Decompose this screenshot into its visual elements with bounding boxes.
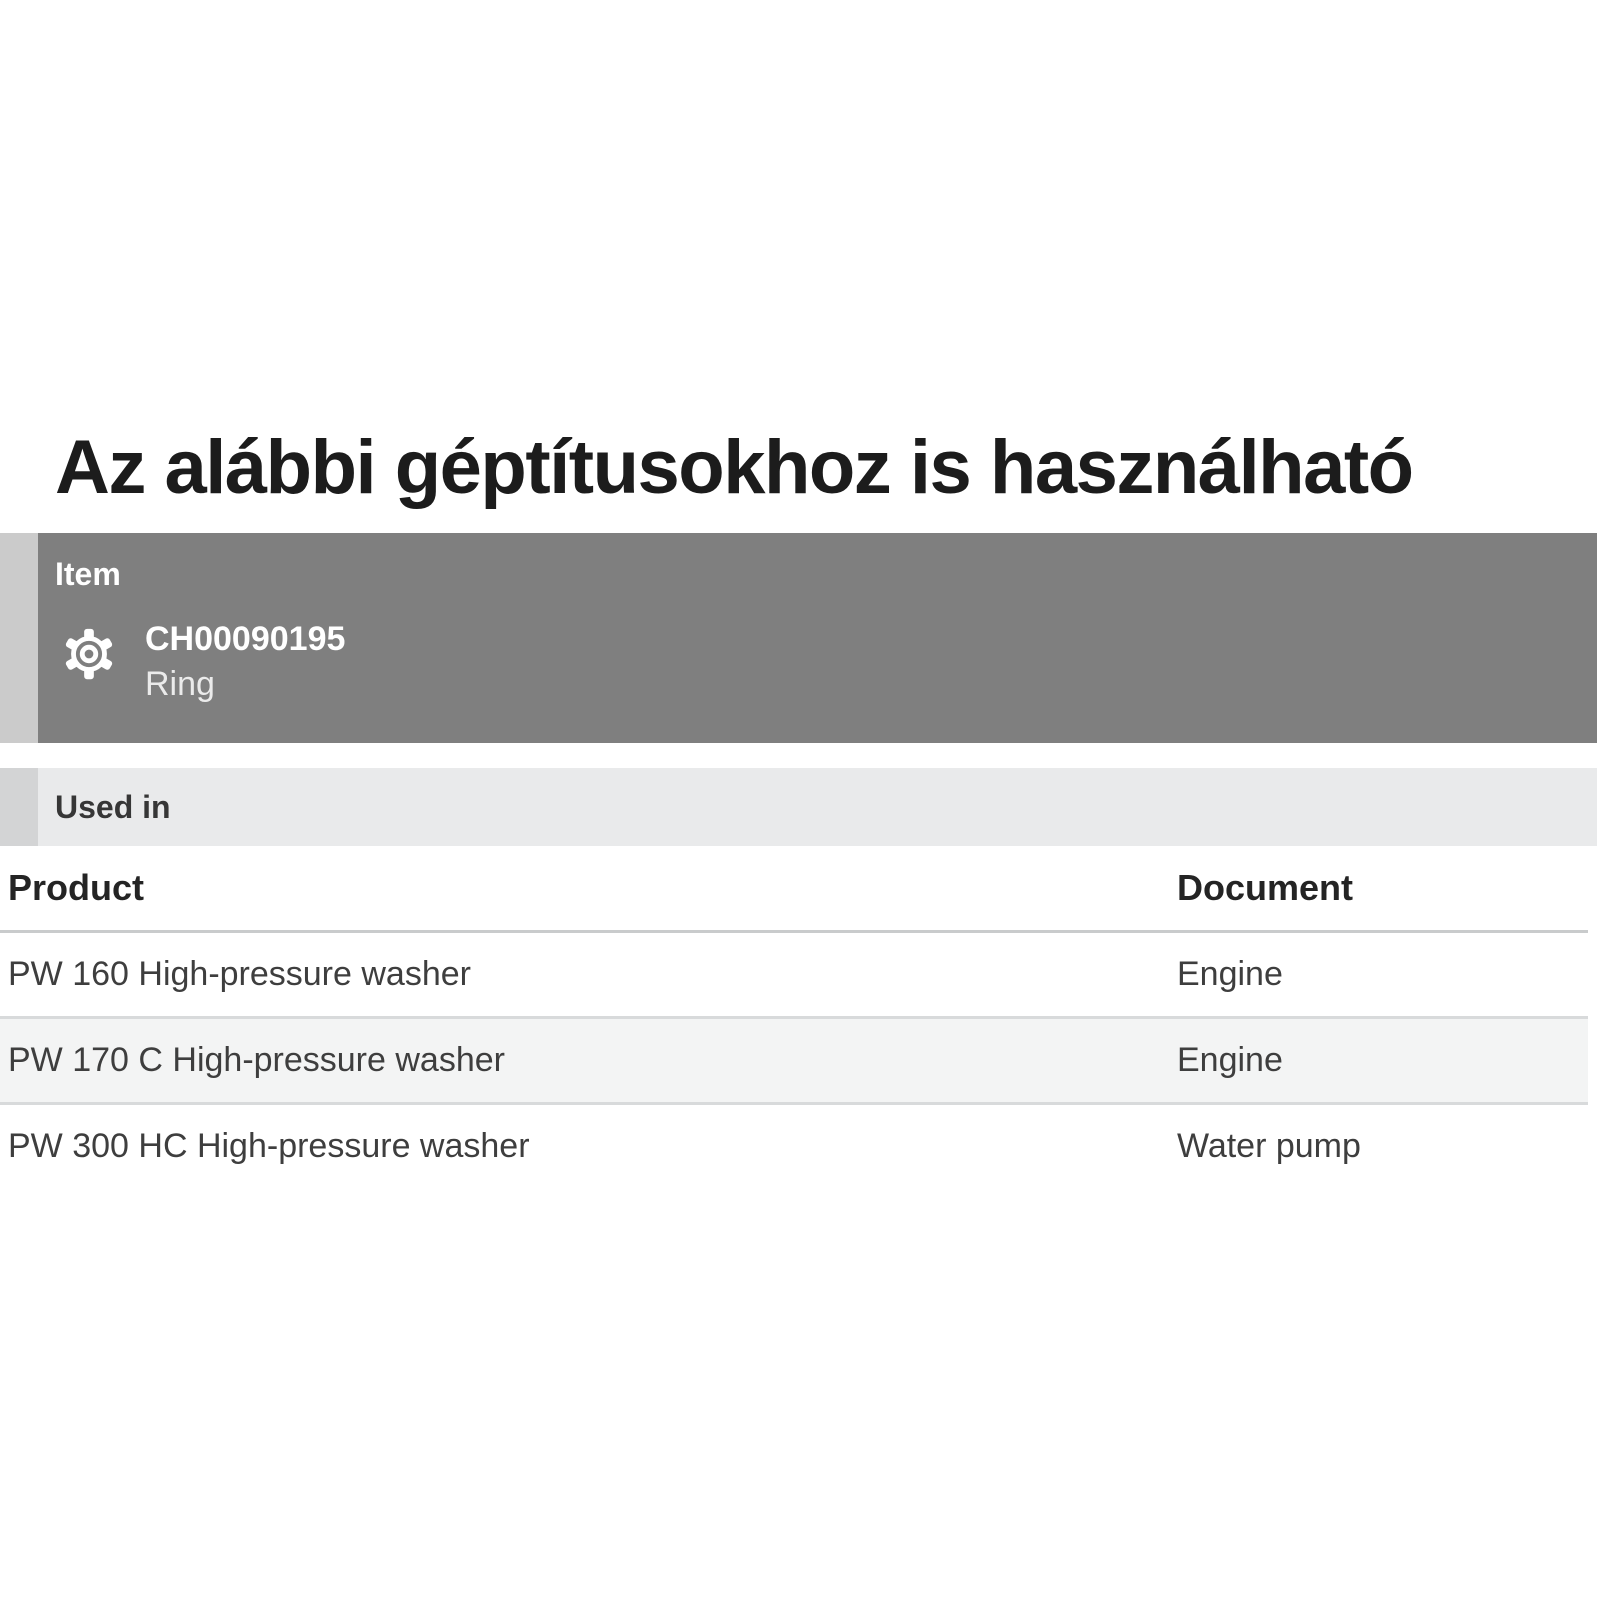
column-header-product: Product xyxy=(0,846,1177,932)
page-title: Az alábbi géptítusokhoz is használható xyxy=(55,425,1413,510)
table-row xyxy=(0,932,1588,1018)
used-in-background xyxy=(38,768,1597,846)
product-cell: PW 300 HC High-pressure washer xyxy=(8,1127,530,1165)
document-cell: Engine xyxy=(1177,1041,1283,1079)
product-cell: PW 160 High-pressure washer xyxy=(8,955,471,993)
item-details xyxy=(145,617,345,707)
column-header-document: Document xyxy=(1177,846,1588,932)
used-in-label: Used in xyxy=(55,789,171,825)
document-cell: Engine xyxy=(1177,955,1283,993)
item-panel xyxy=(0,533,1597,743)
table-row xyxy=(0,1018,1588,1104)
used-in-accent-strip xyxy=(0,768,38,846)
item-panel-label: Item xyxy=(55,556,121,592)
item-name: Ring xyxy=(145,664,215,703)
table-header-row xyxy=(0,846,1588,932)
table-row xyxy=(0,1104,1588,1189)
document-cell: Water pump xyxy=(1177,1127,1361,1165)
item-panel-accent-strip xyxy=(0,533,38,743)
used-in-panel xyxy=(0,768,1597,846)
product-cell: PW 170 C High-pressure washer xyxy=(8,1041,505,1079)
item-number: CH00090195 xyxy=(145,620,346,658)
used-in-table xyxy=(0,846,1588,1188)
gear-icon xyxy=(58,621,120,687)
